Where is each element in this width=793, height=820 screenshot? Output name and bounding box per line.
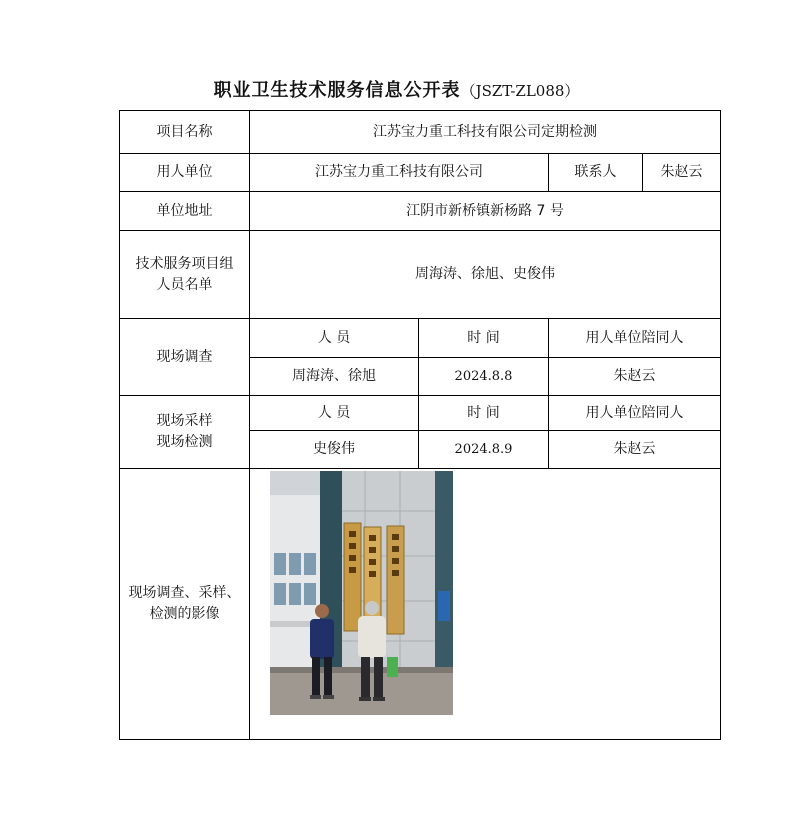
images-cell — [250, 469, 721, 740]
survey-col-person: 人 员 — [250, 319, 419, 358]
sampling-time: 2024.8.9 — [419, 431, 549, 469]
sampling-col-person: 人 员 — [250, 396, 419, 431]
survey-time: 2024.8.8 — [419, 358, 549, 396]
survey-escort: 朱赵云 — [549, 358, 721, 396]
images-label-line-2: 检测的影像 — [149, 606, 220, 622]
survey-col-time: 时 间 — [419, 319, 549, 358]
address-value: 江阴市新桥镇新杨路 7 号 — [250, 192, 721, 231]
sampling-col-time: 时 间 — [419, 396, 549, 431]
row-address — [120, 192, 721, 231]
survey-col-escort: 用人单位陪同人 — [549, 319, 721, 358]
project-label: 项目名称 — [120, 111, 250, 154]
team-label-line-1: 技术服务项目组 — [135, 255, 234, 272]
sampling-person: 史俊伟 — [250, 431, 419, 469]
images-label-line-1: 现场调查、采样、 — [128, 585, 241, 601]
contact-value: 朱赵云 — [643, 154, 721, 192]
row-sampling-header — [120, 396, 721, 431]
sampling-label-line-2: 现场检测 — [156, 434, 213, 450]
team-label-line-2: 人员名单 — [156, 276, 213, 293]
address-label: 单位地址 — [120, 192, 250, 231]
employer-label: 用人单位 — [120, 154, 250, 192]
sampling-escort: 朱赵云 — [549, 431, 721, 469]
survey-person: 周海涛、徐旭 — [250, 358, 419, 396]
title-text: 职业卫生技术服务信息公开表 — [213, 80, 461, 101]
row-project — [120, 111, 721, 154]
team-label — [120, 231, 250, 319]
row-survey-header — [120, 319, 721, 358]
sampling-label-line-1: 现场采样 — [156, 413, 213, 429]
row-images — [120, 469, 721, 740]
sampling-label — [120, 396, 250, 469]
info-table — [119, 110, 721, 740]
team-value: 周海涛、徐旭、史俊伟 — [250, 231, 721, 319]
project-value: 江苏宝力重工科技有限公司定期检测 — [250, 111, 721, 154]
employer-value: 江苏宝力重工科技有限公司 — [250, 154, 549, 192]
row-team — [120, 231, 721, 319]
survey-label: 现场调查 — [120, 319, 250, 396]
contact-label: 联系人 — [549, 154, 643, 192]
images-label — [120, 469, 250, 740]
page-title — [0, 76, 793, 102]
sampling-col-escort: 用人单位陪同人 — [549, 396, 721, 431]
form-code: （JSZT-ZL088） — [460, 82, 580, 100]
site-photo — [270, 471, 453, 715]
row-employer — [120, 154, 721, 192]
